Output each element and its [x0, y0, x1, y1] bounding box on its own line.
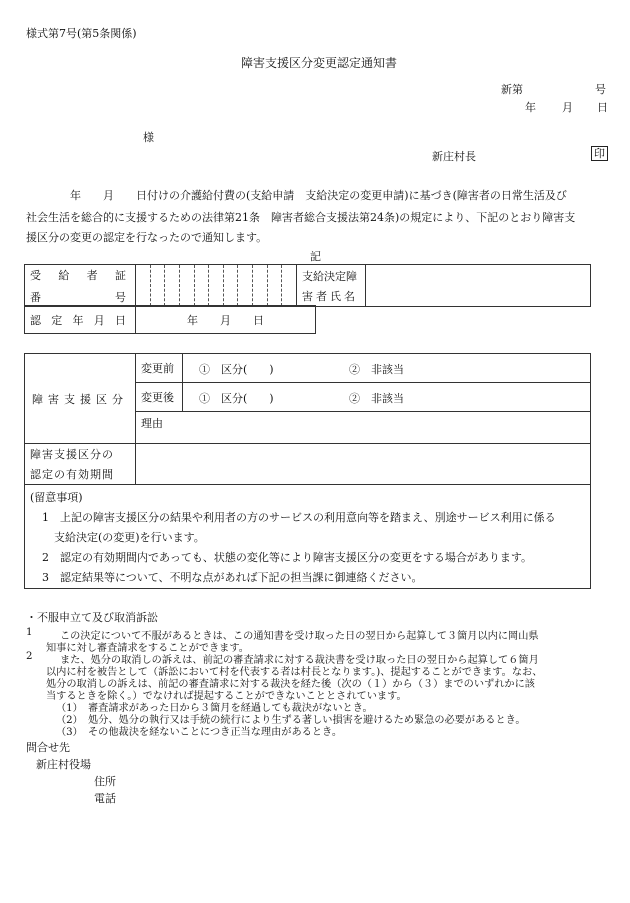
appeal-p2-line3: 処分の取消しの訴えは、前記の審査請求に対する裁決を経た後（次の（１）から（３）までのいずれかに該 [46, 679, 535, 690]
appeal-item-3: （3） その他裁決を経ないことにつき正当な理由があるとき。 [56, 727, 343, 738]
appeal-item-1: （1） 審査請求があった日から３箇月を経過しても裁決がないとき。 [56, 703, 373, 714]
appeal-p1-num: 1 [26, 627, 33, 638]
category-table [24, 353, 591, 589]
intro-line-2: 社会生活を総合的に支援するための法律第21条 障害者総合支援法第24条)の規定により、下記のとおり障害支 [26, 211, 576, 224]
date-day-label: 日 [597, 101, 608, 114]
note-1-cont: 支給決定(の変更)を行います。 [54, 531, 205, 544]
cert-date-value: 年 月 日 [136, 306, 316, 334]
intro-line-1: 年 月 日付けの介護給付費の(支給申請 支給決定の変更申請)に基づき(障害者の日常生活及び [70, 189, 567, 202]
issuer-name: 新庄村長 [432, 150, 476, 163]
after-label: 変更後 [136, 383, 183, 412]
recipient-number-label: 受 給 者 証 番 号 [25, 265, 136, 307]
note-3: 3 認定結果等について、不明な点があれば下記の担当課に御連絡ください。 [42, 571, 423, 584]
disabled-name-value [366, 265, 591, 307]
document-title: 障害支援区分変更認定通知書 [241, 56, 398, 70]
category-label: 障害支援区分 [25, 354, 136, 444]
notes-cell [25, 485, 591, 589]
doc-number-suffix: 号 [595, 83, 606, 96]
disabled-name-label: 支給決定障 害者氏名 [297, 265, 366, 307]
note-2: 2 認定の有効期間内であっても、状態の変化等により障害支援区分の変更をする場合があります。 [42, 551, 533, 564]
cert-date-table [24, 305, 316, 334]
period-label: 障害支援区分の 認定の有効期間 [25, 444, 136, 485]
date-month-label: 月 [562, 101, 573, 114]
contact-address-label: 住所 [94, 775, 116, 788]
ki-heading: 記 [310, 250, 321, 263]
recipient-honorific: 様 [143, 131, 154, 144]
appeal-p2-line1: また、処分の取消しの訴えは、前記の審査請求に対する裁決書を受け取った日の翌日から起算して６箇月 [60, 655, 539, 666]
cert-date-label: 認 定 年 月 日 [25, 306, 136, 334]
appeal-title: ・不服申立て及び取消訴訟 [26, 611, 158, 624]
recipient-table [24, 264, 591, 307]
seal-mark: 印 [591, 146, 608, 161]
contact-title: 問合せ先 [26, 741, 70, 754]
after-options [183, 383, 591, 412]
appeal-p1-line1: この決定について不服があるときは、この通知書を受け取った日の翌日から起算して３箇月以内に岡山県 [60, 631, 539, 642]
before-option-1: ① 区分( ) [199, 363, 274, 376]
doc-number-prefix: 新第 [501, 83, 523, 96]
date-year-label: 年 [525, 101, 536, 114]
before-options [183, 354, 591, 383]
reason-label: 理由 [136, 412, 591, 444]
before-label: 変更前 [136, 354, 183, 383]
contact-phone-label: 電話 [94, 792, 116, 805]
appeal-p2-line2: 以内に村を被告として（訴訟において村を代表する者は村長となります。)、提起することができます。なお、 [46, 667, 543, 678]
after-option-2: ② 非該当 [349, 392, 404, 405]
form-number: 様式第7号(第5条関係) [26, 27, 137, 40]
intro-line-3: 援区分の変更の認定を行なったので通知します。 [26, 231, 268, 244]
appeal-p1-line2: 知事に対し審査請求をすることができます。 [46, 643, 249, 654]
appeal-p2-num: 2 [26, 651, 33, 662]
appeal-p2-line4: 当するときを除く。）でなければ提起することができないこととされています。 [46, 691, 407, 702]
contact-office: 新庄村役場 [36, 758, 91, 771]
after-option-1: ① 区分( ) [199, 392, 274, 405]
notes-title: (留意事項) [30, 491, 83, 504]
note-1: 1 上記の障害支援区分の結果や利用者の方のサービスの利用意向等を踏まえ、別途サービス利用に係る [42, 511, 556, 524]
recipient-number-cells [136, 265, 297, 307]
before-option-2: ② 非該当 [349, 363, 404, 376]
period-value [136, 444, 591, 485]
appeal-item-2: （2） 処分、処分の執行又は手続の続行により生ずる著しい損害を避けるため緊急の必要があるとき。 [56, 715, 526, 726]
